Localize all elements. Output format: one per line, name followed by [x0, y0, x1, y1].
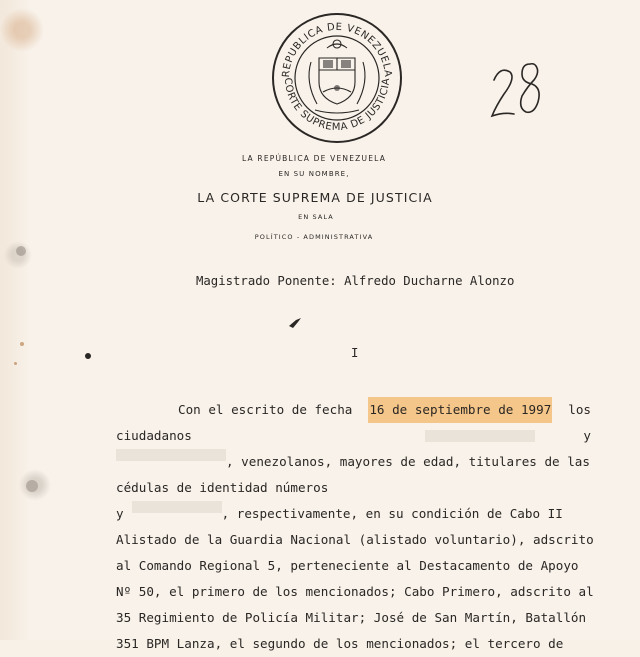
paragraph-line — [116, 501, 591, 527]
paragraph-line — [116, 631, 591, 657]
body-paragraph — [116, 397, 594, 657]
paragraph-line — [116, 553, 591, 579]
paragraph-line — [116, 475, 591, 501]
text-segment: , respectivamente, en su condición de Cabo II — [221, 506, 563, 521]
redacted-number — [132, 501, 222, 513]
text-segment: cédulas de identidad números — [116, 480, 329, 495]
section-number: I — [351, 346, 359, 360]
redacted-name — [116, 449, 226, 461]
court-seal — [271, 12, 403, 144]
paragraph-line — [116, 449, 591, 475]
paragraph-line — [116, 605, 591, 631]
text-segment: al Comando Regional 5, perteneciente al Destacamento de Apoyo — [116, 558, 579, 573]
header-sala-politico: POLÍTICO - ADMINISTRATIVA — [254, 233, 374, 241]
paragraph-line — [116, 423, 591, 449]
text-segment: y — [583, 428, 591, 443]
magistrado-ponente: Magistrado Ponente: Alfredo Ducharne Alonzo — [196, 274, 515, 288]
text-segment: , venezolanos, mayores de edad, titulares de las — [226, 454, 590, 469]
redacted-name — [425, 430, 535, 442]
header-corte-suprema: LA CORTE SUPREMA DE JUSTICIA — [197, 190, 433, 205]
paragraph-line — [116, 397, 591, 423]
text-segment: Nº 50, el primero de los mencionados; Cabo Primero, adscrito al — [116, 584, 594, 599]
handwritten-page-number — [486, 58, 546, 122]
header-en-su-nombre: EN SU NOMBRE, — [278, 170, 350, 178]
paragraph-line — [116, 527, 594, 553]
ink-dot — [84, 352, 92, 360]
paragraph-line — [116, 579, 594, 605]
seal-top-text: REPUBLICA DE VENEZUELA — [280, 21, 394, 78]
highlighted-date: 16 de septiembre de 1997 — [368, 397, 552, 423]
text-segment: Alistado de la Guardia Nacional (alistado voluntario), adscrito — [116, 532, 594, 547]
ink-mark — [287, 316, 303, 330]
seal-bottom-text: CORTE SUPREMA DE JUSTICIA — [281, 77, 393, 134]
header-republica: LA REPÚBLICA DE VENEZUELA — [241, 154, 387, 163]
header-en-sala: EN SALA — [298, 213, 334, 221]
text-segment: y — [116, 506, 124, 521]
text-segment: ciudadanos — [116, 428, 192, 443]
text-segment: los — [568, 402, 591, 417]
text-segment: 351 BPM Lanza, el segundo de los mencionados; el tercero de — [116, 636, 564, 651]
text-segment: Con el escrito de fecha — [178, 402, 353, 417]
text-segment: 35 Regimiento de Policía Militar; José de San Martín, Batallón — [116, 610, 587, 625]
